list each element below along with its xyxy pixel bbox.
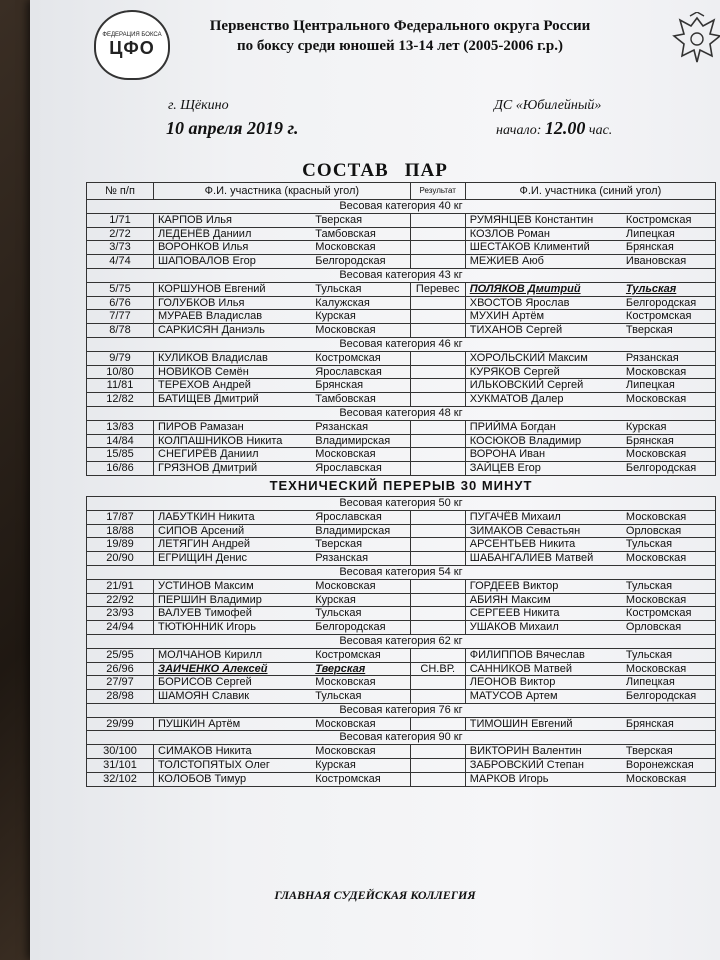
weight-category-row — [87, 406, 716, 420]
blue-corner-region: Липецкая — [622, 227, 716, 241]
col-result: Результат — [410, 183, 465, 200]
result-cell — [410, 393, 465, 407]
blue-corner-region: Тульская — [622, 282, 716, 296]
blue-corner-region: Воронежская — [622, 759, 716, 773]
pair-number: 31/101 — [87, 759, 154, 773]
red-corner-name: ТЮТЮННИК Игорь — [154, 621, 312, 635]
red-corner-region: Тамбовская — [311, 393, 410, 407]
table-row — [87, 365, 716, 379]
blue-corner-name: КОЗЛОВ Роман — [465, 227, 622, 241]
blue-corner-region: Тверская — [622, 745, 716, 759]
result-cell — [410, 717, 465, 731]
table-row — [87, 676, 716, 690]
start-time — [496, 118, 612, 139]
result-cell — [410, 538, 465, 552]
pair-number: 5/75 — [87, 282, 154, 296]
break-row — [87, 475, 716, 496]
result-cell — [410, 648, 465, 662]
result-cell — [410, 579, 465, 593]
pair-number: 3/73 — [87, 241, 154, 255]
venue: ДС «Юбилейный» — [494, 98, 602, 113]
red-corner-region: Тверская — [311, 662, 410, 676]
blue-corner-name: МЕЖИЕВ Аюб — [465, 255, 622, 269]
result-cell — [410, 552, 465, 566]
blue-corner-region: Орловская — [622, 621, 716, 635]
red-corner-region: Московская — [311, 717, 410, 731]
table-row — [87, 379, 716, 393]
result-cell — [410, 759, 465, 773]
pair-number: 8/78 — [87, 324, 154, 338]
table-row — [87, 213, 716, 227]
blue-corner-region: Белгородская — [622, 462, 716, 476]
result-cell — [410, 324, 465, 338]
result-cell — [410, 462, 465, 476]
blue-corner-region: Московская — [622, 393, 716, 407]
col-blue: Ф.И. участника (синий угол) — [465, 183, 715, 200]
red-corner-region: Московская — [311, 579, 410, 593]
blue-corner-name: ХУКМАТОВ Далер — [465, 393, 622, 407]
pair-number: 15/85 — [87, 448, 154, 462]
red-corner-region: Московская — [311, 745, 410, 759]
red-corner-name: БОРИСОВ Сергей — [154, 676, 312, 690]
blue-corner-region: Московская — [622, 448, 716, 462]
pair-number: 4/74 — [87, 255, 154, 269]
red-corner-region: Московская — [311, 241, 410, 255]
result-cell — [410, 351, 465, 365]
start-unit: час. — [588, 123, 613, 138]
red-corner-region: Калужская — [311, 296, 410, 310]
result-cell — [410, 227, 465, 241]
blue-corner-name: ФИЛИППОВ Вячеслав — [465, 648, 622, 662]
table-row — [87, 227, 716, 241]
pair-number: 22/92 — [87, 593, 154, 607]
result-cell — [410, 296, 465, 310]
red-corner-name: СНЕГИРЁВ Даниил — [154, 448, 312, 462]
pair-number: 13/83 — [87, 420, 154, 434]
red-corner-name: ПУШКИН Артём — [154, 717, 312, 731]
blue-corner-region: Белгородская — [622, 296, 716, 310]
red-corner-name: СИМАКОВ Никита — [154, 745, 312, 759]
table-row — [87, 420, 716, 434]
table-row — [87, 393, 716, 407]
page-title — [30, 160, 720, 182]
table-row — [87, 717, 716, 731]
table-row — [87, 772, 716, 786]
red-corner-name: КОРШУНОВ Евгений — [154, 282, 312, 296]
weight-category-label: Весовая категория 40 кг — [87, 200, 716, 214]
table-row — [87, 282, 716, 296]
pair-number: 16/86 — [87, 462, 154, 476]
red-corner-region: Курская — [311, 310, 410, 324]
pair-number: 20/90 — [87, 552, 154, 566]
red-corner-name: ПЕРШИН Владимир — [154, 593, 312, 607]
result-cell — [410, 745, 465, 759]
red-corner-region: Брянская — [311, 379, 410, 393]
title-word-1: СОСТАВ — [302, 160, 389, 181]
red-corner-region: Рязанская — [311, 552, 410, 566]
result-cell — [410, 690, 465, 704]
pair-number: 27/97 — [87, 676, 154, 690]
red-corner-name: УСТИНОВ Максим — [154, 579, 312, 593]
table-row — [87, 524, 716, 538]
city: г. Щёкино — [168, 98, 229, 113]
result-cell — [410, 593, 465, 607]
red-corner-region: Рязанская — [311, 420, 410, 434]
blue-corner-name: КУРЯКОВ Сергей — [465, 365, 622, 379]
table-row — [87, 759, 716, 773]
blue-corner-name: УШАКОВ Михаил — [465, 621, 622, 635]
table-row — [87, 351, 716, 365]
weight-category-row — [87, 731, 716, 745]
result-cell — [410, 524, 465, 538]
pair-number: 6/76 — [87, 296, 154, 310]
red-corner-name: ПИРОВ Рамазан — [154, 420, 312, 434]
event-title-line1: Первенство Центрального Федерального округа России — [209, 18, 591, 34]
result-cell — [410, 241, 465, 255]
blue-corner-name: ШАБАНГАЛИЕВ Матвей — [465, 552, 622, 566]
pair-number: 2/72 — [87, 227, 154, 241]
weight-category-row — [87, 703, 716, 717]
pair-number: 29/99 — [87, 717, 154, 731]
pair-number: 25/95 — [87, 648, 154, 662]
weight-category-label: Весовая категория 46 кг — [87, 337, 716, 351]
weight-category-row — [87, 634, 716, 648]
blue-corner-name: ЗАБРОВСКИЙ Степан — [465, 759, 622, 773]
table-row — [87, 448, 716, 462]
result-cell — [410, 434, 465, 448]
red-corner-name: БАТИЩЕВ Дмитрий — [154, 393, 312, 407]
red-corner-name: ВОРОНКОВ Илья — [154, 241, 312, 255]
blue-corner-region: Липецкая — [622, 379, 716, 393]
result-cell — [410, 510, 465, 524]
judges-signature: ГЛАВНАЯ СУДЕЙСКАЯ КОЛЛЕГИЯ — [274, 888, 476, 902]
blue-corner-name: КОСЮКОВ Владимир — [465, 434, 622, 448]
blue-corner-region: Костромская — [622, 213, 716, 227]
blue-corner-region: Брянская — [622, 434, 716, 448]
blue-corner-region: Московская — [622, 510, 716, 524]
pair-number: 10/80 — [87, 365, 154, 379]
blue-corner-name: ТИХАНОВ Сергей — [465, 324, 622, 338]
result-cell: СН.ВР. — [410, 662, 465, 676]
table-row — [87, 745, 716, 759]
red-corner-name: ТОЛСТОПЯТЫХ Олег — [154, 759, 312, 773]
pair-number: 18/88 — [87, 524, 154, 538]
blue-corner-region: Липецкая — [622, 676, 716, 690]
weight-category-label: Весовая категория 62 кг — [87, 634, 716, 648]
blue-corner-name: АРСЕНТЬЕВ Никита — [465, 538, 622, 552]
blue-corner-name: ЗИМАКОВ Севастьян — [465, 524, 622, 538]
weight-category-row — [87, 268, 716, 282]
table-header — [87, 183, 716, 200]
red-corner-region: Костромская — [311, 772, 410, 786]
blue-corner-name: САННИКОВ Матвей — [465, 662, 622, 676]
table-row — [87, 241, 716, 255]
red-corner-name: ЛАБУТКИН Никита — [154, 510, 312, 524]
red-corner-name: КОЛОБОВ Тимур — [154, 772, 312, 786]
blue-corner-name: ХОРОЛЬСКИЙ Максим — [465, 351, 622, 365]
result-cell — [410, 772, 465, 786]
blue-corner-name: ТИМОШИН Евгений — [465, 717, 622, 731]
red-corner-name: КУЛИКОВ Владислав — [154, 351, 312, 365]
blue-corner-name: ИЛЬКОВСКИЙ Сергей — [465, 379, 622, 393]
pair-number: 7/77 — [87, 310, 154, 324]
red-corner-region: Владимирская — [311, 524, 410, 538]
weight-category-label: Весовая категория 48 кг — [87, 406, 716, 420]
weight-category-row — [87, 200, 716, 214]
red-corner-name: МУРАЕВ Владислав — [154, 310, 312, 324]
red-corner-region: Белгородская — [311, 255, 410, 269]
start-label: начало: — [496, 123, 542, 138]
result-cell: Перевес — [410, 282, 465, 296]
table-row — [87, 324, 716, 338]
red-corner-name: ВАЛУЕВ Тимофей — [154, 607, 312, 621]
weight-category-row — [87, 496, 716, 510]
blue-corner-region: Рязанская — [622, 351, 716, 365]
table-row — [87, 310, 716, 324]
red-corner-name: КОЛПАШНИКОВ Никита — [154, 434, 312, 448]
red-corner-region: Тамбовская — [311, 227, 410, 241]
result-cell — [410, 365, 465, 379]
blue-corner-region: Московская — [622, 593, 716, 607]
table-row — [87, 510, 716, 524]
blue-corner-name: МУХИН Артём — [465, 310, 622, 324]
pair-number: 23/93 — [87, 607, 154, 621]
table-row — [87, 462, 716, 476]
blue-corner-region: Ивановская — [622, 255, 716, 269]
pair-number: 32/102 — [87, 772, 154, 786]
blue-corner-name: ЛЕОНОВ Виктор — [465, 676, 622, 690]
pair-number: 9/79 — [87, 351, 154, 365]
blue-corner-name: ГОРДЕЕВ Виктор — [465, 579, 622, 593]
blue-corner-name: ПОЛЯКОВ Дмитрий — [465, 282, 622, 296]
pair-number: 24/94 — [87, 621, 154, 635]
pair-number: 11/81 — [87, 379, 154, 393]
blue-corner-name: ВОРОНА Иван — [465, 448, 622, 462]
table-row — [87, 662, 716, 676]
event-title-line2: по боксу среди юношей 13-14 лет (2005-2006 г.р.) — [236, 38, 564, 54]
weight-category-row — [87, 565, 716, 579]
result-cell — [410, 448, 465, 462]
blue-corner-region: Брянская — [622, 241, 716, 255]
red-corner-name: ГОЛУБКОВ Илья — [154, 296, 312, 310]
red-corner-region: Костромская — [311, 648, 410, 662]
red-corner-region: Московская — [311, 324, 410, 338]
pair-number: 21/91 — [87, 579, 154, 593]
document-page — [30, 0, 720, 960]
weight-category-label: Весовая категория 43 кг — [87, 268, 716, 282]
blue-corner-name: ЗАЙЦЕВ Егор — [465, 462, 622, 476]
weight-category-label: Весовая категория 90 кг — [87, 731, 716, 745]
red-corner-name: ЗАИЧЕНКО Алексей — [154, 662, 312, 676]
pair-number: 14/84 — [87, 434, 154, 448]
red-corner-name: ЛЕТЯГИН Андрей — [154, 538, 312, 552]
red-corner-name: ШАПОВАЛОВ Егор — [154, 255, 312, 269]
result-cell — [410, 379, 465, 393]
pair-number: 1/71 — [87, 213, 154, 227]
pair-number: 26/96 — [87, 662, 154, 676]
blue-corner-name: СЕРГЕЕВ Никита — [465, 607, 622, 621]
red-corner-region: Владимирская — [311, 434, 410, 448]
blue-corner-region: Курская — [622, 420, 716, 434]
table-row — [87, 434, 716, 448]
technical-break-label: ТЕХНИЧЕСКИЙ ПЕРЕРЫВ 30 МИНУТ — [87, 475, 716, 496]
red-corner-region: Тульская — [311, 607, 410, 621]
blue-corner-region: Московская — [622, 365, 716, 379]
red-corner-region: Тульская — [311, 282, 410, 296]
blue-corner-region: Костромская — [622, 310, 716, 324]
result-cell — [410, 310, 465, 324]
red-corner-region: Курская — [311, 593, 410, 607]
blue-corner-name: ШЕСТАКОВ Климентий — [465, 241, 622, 255]
blue-corner-name: ХВОСТОВ Ярослав — [465, 296, 622, 310]
table-row — [87, 296, 716, 310]
red-corner-region: Ярославская — [311, 365, 410, 379]
result-cell — [410, 420, 465, 434]
blue-corner-name: ПРИЙМА Богдан — [465, 420, 622, 434]
logo-caption: ФЕДЕРАЦИЯ БОКСА — [102, 31, 162, 38]
red-corner-region: Белгородская — [311, 621, 410, 635]
logo-mark: ЦФО — [109, 37, 155, 58]
red-corner-name: ШАМОЯН Славик — [154, 690, 312, 704]
blue-corner-region: Тульская — [622, 648, 716, 662]
result-cell — [410, 255, 465, 269]
federation-logo — [94, 10, 170, 80]
red-corner-name: СИПОВ Арсений — [154, 524, 312, 538]
event-date: 10 апреля 2019 г. — [166, 118, 299, 138]
weight-category-label: Весовая категория 76 кг — [87, 703, 716, 717]
red-corner-name: САРКИСЯН Даниэль — [154, 324, 312, 338]
pair-number: 28/98 — [87, 690, 154, 704]
weight-category-row — [87, 337, 716, 351]
blue-corner-region: Тульская — [622, 538, 716, 552]
red-corner-name: МОЛЧАНОВ Кирилл — [154, 648, 312, 662]
table-row — [87, 621, 716, 635]
red-corner-region: Тульская — [311, 690, 410, 704]
red-corner-name: НОВИКОВ Семён — [154, 365, 312, 379]
table-row — [87, 579, 716, 593]
blue-corner-name: АБИЯН Максим — [465, 593, 622, 607]
title-word-2: ПАР — [404, 160, 448, 181]
red-corner-name: ЛЕДЕНЁВ Даниил — [154, 227, 312, 241]
blue-corner-region: Брянская — [622, 717, 716, 731]
table-row — [87, 552, 716, 566]
table-row — [87, 538, 716, 552]
table-row — [87, 648, 716, 662]
pair-number: 12/82 — [87, 393, 154, 407]
blue-corner-region: Московская — [622, 662, 716, 676]
blue-corner-region: Тульская — [622, 579, 716, 593]
red-corner-name: ЕГРИЩИН Денис — [154, 552, 312, 566]
blue-corner-name: МАТУСОВ Артем — [465, 690, 622, 704]
red-corner-region: Ярославская — [311, 462, 410, 476]
table-row — [87, 255, 716, 269]
red-corner-region: Московская — [311, 676, 410, 690]
blue-corner-region: Московская — [622, 552, 716, 566]
blue-corner-name: ВИКТОРИН Валентин — [465, 745, 622, 759]
blue-corner-name: МАРКОВ Игорь — [465, 772, 622, 786]
blue-corner-region: Орловская — [622, 524, 716, 538]
result-cell — [410, 621, 465, 635]
start-time-value: 12.00 — [544, 118, 586, 138]
pair-number: 30/100 — [87, 745, 154, 759]
result-cell — [410, 607, 465, 621]
red-corner-region: Тверская — [311, 538, 410, 552]
col-num: № п/п — [87, 183, 154, 200]
red-corner-name: ТЕРЕХОВ Андрей — [154, 379, 312, 393]
table-row — [87, 607, 716, 621]
blue-corner-region: Тверская — [622, 324, 716, 338]
red-corner-region: Ярославская — [311, 510, 410, 524]
red-corner-region: Курская — [311, 759, 410, 773]
red-corner-name: КАРПОВ Илья — [154, 213, 312, 227]
weight-category-label: Весовая категория 54 кг — [87, 565, 716, 579]
red-corner-name: ГРЯЗНОВ Дмитрий — [154, 462, 312, 476]
blue-corner-name: ПУГАЧЁВ Михаил — [465, 510, 622, 524]
red-corner-region: Московская — [311, 448, 410, 462]
eagle-emblem-icon — [670, 12, 720, 68]
pair-number: 19/89 — [87, 538, 154, 552]
result-cell — [410, 213, 465, 227]
pair-number: 17/87 — [87, 510, 154, 524]
red-corner-region: Тверская — [311, 213, 410, 227]
col-red: Ф.И. участника (красный угол) — [154, 183, 411, 200]
table-row — [87, 690, 716, 704]
blue-corner-region: Костромская — [622, 607, 716, 621]
blue-corner-name: РУМЯНЦЕВ Константин — [465, 213, 622, 227]
pairs-table — [86, 182, 716, 787]
table-row — [87, 593, 716, 607]
weight-category-label: Весовая категория 50 кг — [87, 496, 716, 510]
result-cell — [410, 676, 465, 690]
blue-corner-region: Московская — [622, 772, 716, 786]
red-corner-region: Костромская — [311, 351, 410, 365]
blue-corner-region: Белгородская — [622, 690, 716, 704]
